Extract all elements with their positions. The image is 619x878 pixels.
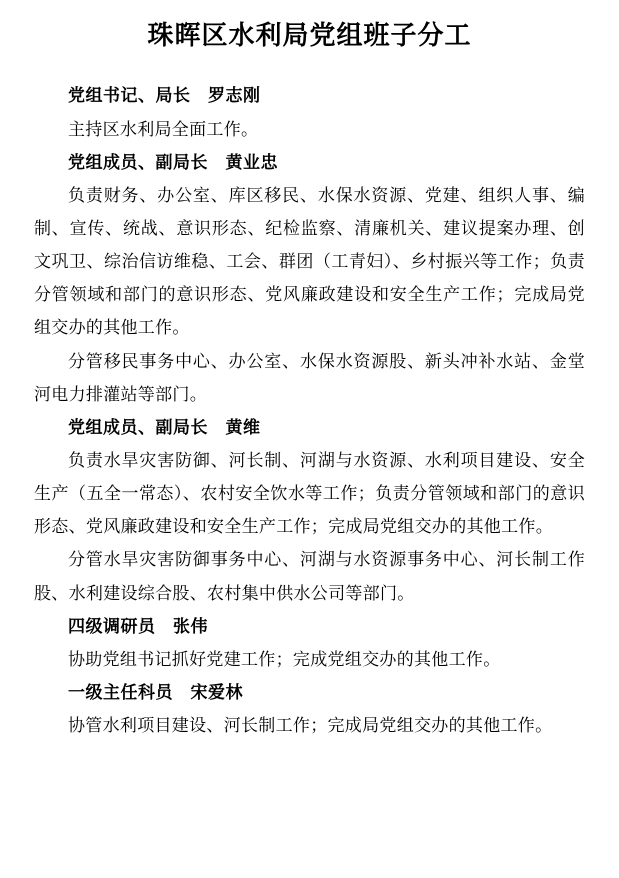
section-member-huang-yezhong (34, 147, 585, 412)
section-paragraph: 分管水旱灾害防御事务中心、河湖与水资源事务中心、河长制工作股、水利建设综合股、农村集中供水公司等部门。 (34, 550, 585, 604)
section-paragraph: 协管水利项目建设、河长制工作；完成局党组交办的其他工作。 (68, 716, 553, 737)
section-heading: 党组成员、副局长 黄维 (68, 417, 261, 438)
page-title: 珠晖区水利局党组班子分工 (147, 21, 472, 51)
section-officer-song-ailin (34, 677, 585, 743)
section-heading: 党组书记、局长 罗志刚 (68, 86, 261, 107)
section-paragraph: 主持区水利局全面工作。 (68, 119, 259, 140)
section-party-secretary (34, 80, 585, 146)
section-paragraph: 负责水旱灾害防御、河长制、河湖与水资源、水利项目建设、安全生产（五全一常态）、农村安全饮水等工作；负责分管领域和部门的意识形态、党风廉政建设和安全生产工作；完成局党组交办的其他工作。 (34, 450, 585, 538)
section-heading: 四级调研员 张伟 (68, 616, 208, 637)
section-researcher-zhang-wei (34, 611, 585, 677)
section-heading: 一级主任科员 宋爱林 (68, 682, 243, 703)
section-paragraph: 协助党组书记抓好党建工作；完成党组交办的其他工作。 (68, 649, 501, 670)
section-member-huang-wei (34, 412, 585, 611)
section-paragraph: 负责财务、办公室、库区移民、水保水资源、党建、组织人事、编制、宣传、统战、意识形态、纪检监察、清廉机关、建议提案办理、创文巩卫、综治信访维稳、工会、群团（工青妇）、乡村振兴等工作；负责分管领域和部门的意识形态、党风廉政建设和安全生产工作；完成局党组交办的其他工作。 (34, 185, 585, 339)
section-paragraph: 分管移民事务中心、办公室、水保水资源股、新头冲补水站、金堂河电力排灌站等部门。 (34, 351, 585, 405)
section-heading: 党组成员、副局长 黄业忠 (68, 152, 278, 173)
